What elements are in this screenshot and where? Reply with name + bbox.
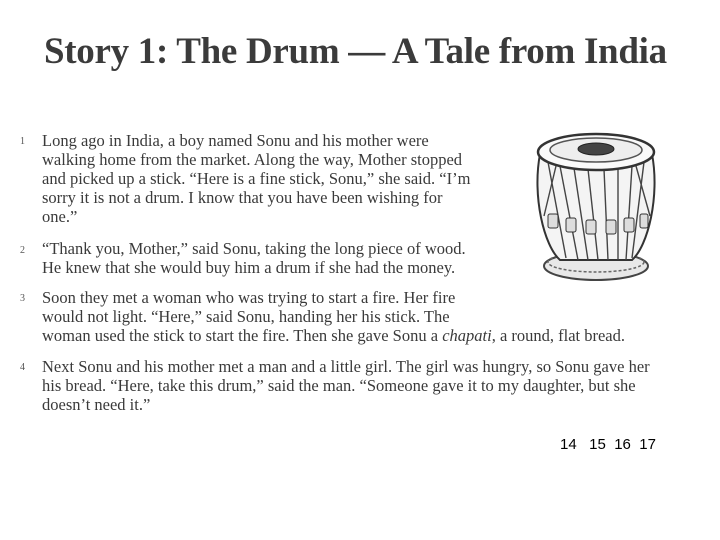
- paragraph-number-4: 4: [20, 362, 25, 373]
- paragraph-line: Long ago in India, a boy named Sonu and his mother were: [42, 131, 429, 150]
- paragraph-number-3: 3: [20, 293, 25, 304]
- paragraph-line: sorry it is not a drum. I know that you have been wishing for: [42, 188, 443, 207]
- drum-illustration: [526, 126, 666, 286]
- paragraph-line: and picked up a stick. “Here is a fine stick, Sonu,” she said. “I’m: [42, 169, 471, 188]
- italic-word: chapati: [442, 326, 492, 345]
- paragraph-number-2: 2: [20, 245, 25, 256]
- paragraph-line: doesn’t need it.”: [42, 395, 151, 414]
- paragraph-2: [42, 239, 466, 277]
- paragraph-line: one.”: [42, 207, 78, 226]
- paragraph-line: Soon they met a woman who was trying to start a fire. Her fire: [42, 288, 456, 307]
- paragraph-number-1: 1: [20, 136, 25, 147]
- paragraph-line: Next Sonu and his mother met a man and a little girl. The girl was hungry, so Sonu gave her: [42, 357, 650, 376]
- paragraph-line: He knew that she would buy him a drum if she had the money.: [42, 258, 456, 277]
- paragraph-4: [42, 357, 650, 414]
- paragraph-3: [42, 288, 625, 345]
- paragraph-1: [42, 131, 470, 226]
- paragraph-line: “Thank you, Mother,” said Sonu, taking the long piece of wood.: [42, 239, 466, 258]
- paragraph-line: his bread. “Here, take this drum,” said the man. “Someone gave it to my daughter, but she: [42, 376, 636, 395]
- text-segment: woman used the stick to start the fire. Then she gave Sonu a: [42, 326, 443, 345]
- paragraph-line: would not light. “Here,” said Sonu, handing her his stick. The: [42, 307, 450, 326]
- story-title: Story 1: The Drum — A Tale from India: [44, 31, 667, 72]
- page-numbers: 14 15 16 17: [560, 436, 656, 453]
- paragraph-line: walking home from the market. Along the way, Mother stopped: [42, 150, 463, 169]
- paragraph-line: [42, 326, 625, 345]
- text-segment: , a round, flat bread.: [491, 326, 626, 345]
